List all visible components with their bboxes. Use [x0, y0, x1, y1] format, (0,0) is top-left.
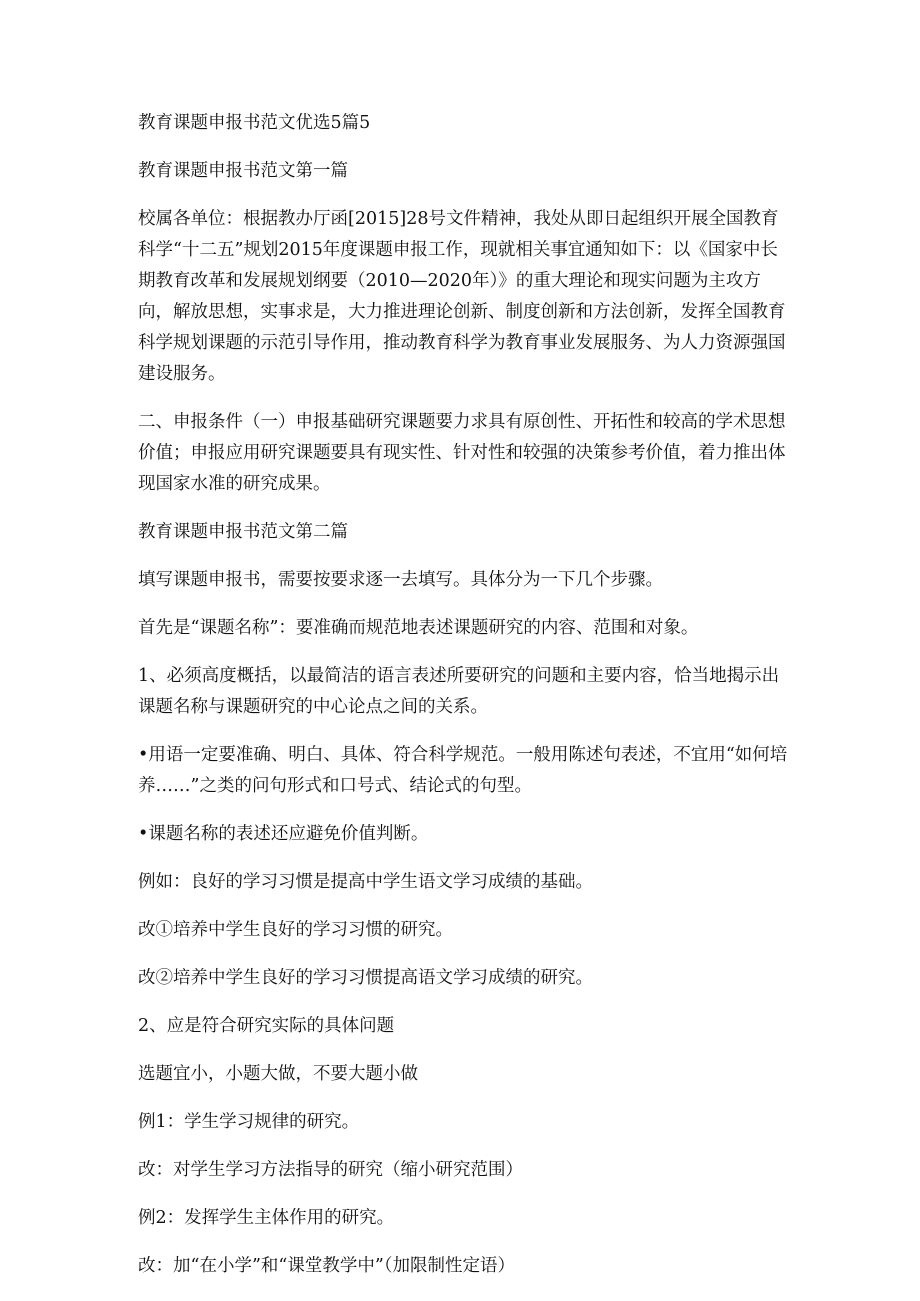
paragraph-notice: 校属各单位：根据教办厅函[2015]28号文件精神，我处从即日起组织开展全国教育科学“十二五”规划2015年度课题申报工作，现就相关事宜通知如下：以《国家中长期教育改革和发展规划纲要（2010—2020年）》的重大理论和现实问题为主攻方向，解放思想，实事求是，大力推进理论创新、制度创新和方法创新，发挥全国教育科学规划课题的示范引导作用，推动教育科学为教育事业发展服务、为人力资源强国建设服务。	[138, 209, 786, 384]
paragraph-example-2: 例2：发挥学生主体作用的研究。	[138, 1208, 395, 1228]
paragraph-revision-example-1: 改：对学生学习方法指导的研究（缩小研究范围）	[138, 1160, 523, 1180]
section-heading-second: 教育课题申报书范文第二篇	[138, 522, 348, 542]
document-body	[138, 108, 788, 1299]
section-heading-first: 教育课题申报书范文第一篇	[138, 161, 348, 181]
paragraph-example-1: 例1：学生学习规律的研究。	[138, 1112, 360, 1132]
paragraph-topic-name: 首先是“课题名称”：要准确而规范地表述课题研究的内容、范围和对象。	[138, 618, 699, 638]
paragraph-bullet-value: •课题名称的表述还应避免价值判断。	[138, 824, 429, 844]
document-title: 教育课题申报书范文优选5篇5	[138, 113, 371, 133]
paragraph-revision-2: 改②培养中学生良好的学习习惯提高语文学习成绩的研究。	[138, 968, 593, 988]
paragraph-revision-1: 改①培养中学生良好的学习习惯的研究。	[138, 920, 453, 940]
paragraph-revision-example-2: 改：加“在小学”和“课堂教学中”（加限制性定语）	[138, 1256, 516, 1276]
paragraph-conditions: 二、申报条件（一）申报基础研究课题要力求具有原创性、开拓性和较高的学术思想价值；申报应用研究课题要具有现实性、针对性和较强的决策参考价值，着力推出体现国家水准的研究成果。	[138, 412, 786, 494]
paragraph-intro: 填写课题申报书，需要按要求逐一去填写。具体分为一下几个步骤。	[138, 570, 663, 590]
paragraph-point-1: 1、必须高度概括，以最简洁的语言表述所要研究的问题和主要内容，恰当地揭示出课题名称与课题研究的中心论点之间的关系。	[138, 666, 780, 717]
paragraph-point-2: 2、应是符合研究实际的具体问题	[138, 1016, 395, 1036]
paragraph-small-topic: 选题宜小，小题大做，不要大题小做	[138, 1064, 418, 1084]
paragraph-bullet-wording: •用语一定要准确、明白、具体、符合科学规范。一般用陈述句表述，不宜用“如何培养……”之类的问句形式和口号式、结论式的句型。	[138, 745, 788, 796]
paragraph-example: 例如：良好的学习习惯是提高中学生语文学习成绩的基础。	[138, 872, 593, 892]
